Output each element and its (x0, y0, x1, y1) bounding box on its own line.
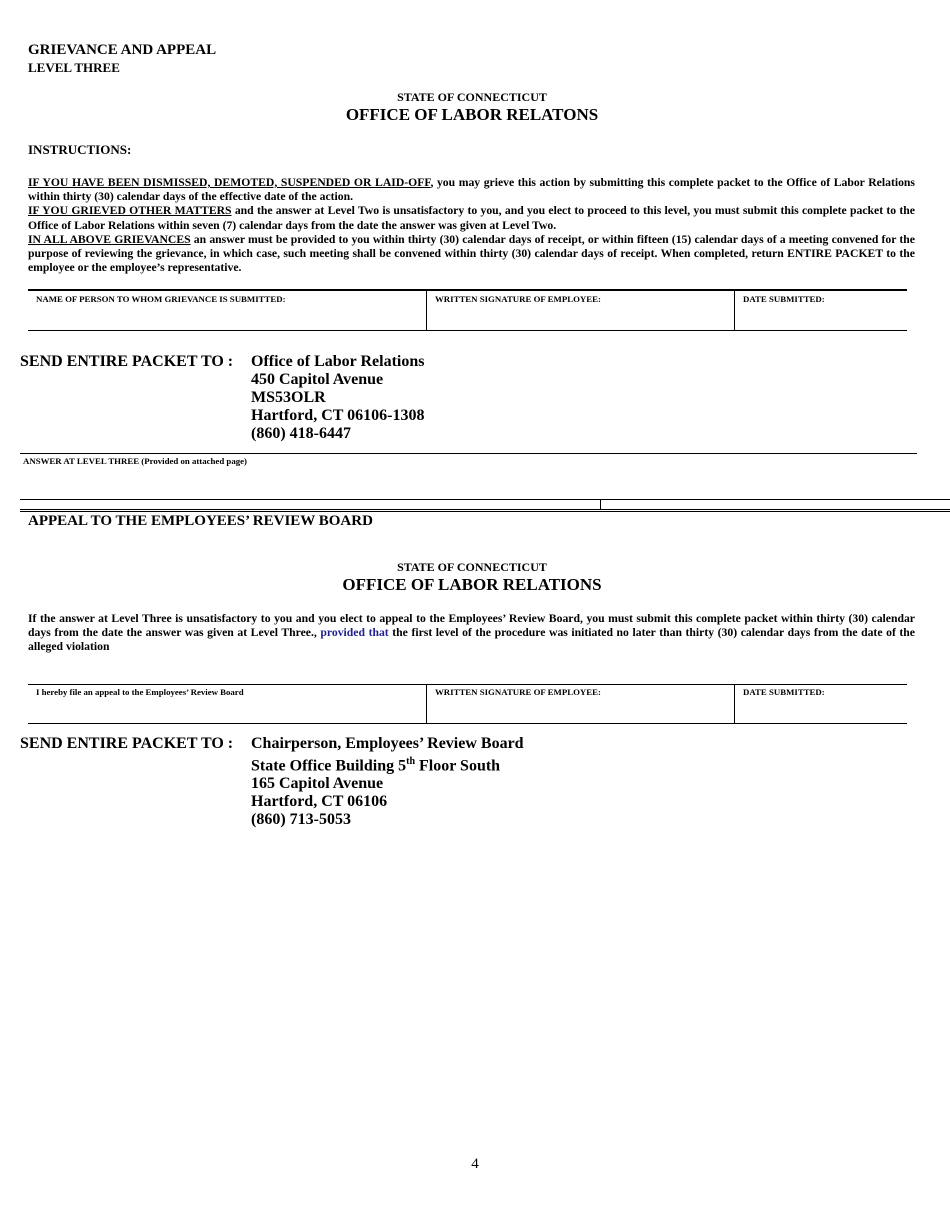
send-packet-label: SEND ENTIRE PACKET TO : (20, 353, 234, 370)
appeal-filing-field[interactable] (28, 684, 427, 724)
instruction-3-text: an answer must be provided to you within thirty (30) calendar days of receipt, or within fifteen (15) calendar days of a meeting convened for the purpose of reviewing the grievance, in which case, such meeting shall be convened within thirty (30) calendar days of receipt. When completed, return ENTIRE PACKET to the employee or the employee’s representative. (28, 232, 915, 275)
answer-top-rule (20, 453, 917, 454)
appeal-date-label: DATE SUBMITTED: (743, 687, 825, 697)
appeal-text-a: If the answer at Level Three is unsatisfactory to you and you elect to appeal to the Employees’ Review Board, you must submit this complete packet within thirty (30) calendar days from the date the answer was given at Level Three., (28, 612, 915, 640)
appeal-heading: APPEAL TO THE EMPLOYEES’ REVIEW BOARD (28, 513, 373, 529)
address-line-part: Floor South (415, 757, 501, 775)
instruction-2-text: and the answer at Level Two is unsatisfactory to you, and you elect to proceed to this level, you must submit this complete packet to the Office of Labor Relations within seven (7) calendar days from the date the answer was given at Level Two. (28, 204, 915, 232)
address-line: Chairperson, Employees’ Review Board (251, 735, 524, 752)
appeal-signature-label: WRITTEN SIGNATURE OF EMPLOYEE: (435, 687, 601, 697)
office-heading: OFFICE OF LABOR RELATONS (345, 105, 599, 124)
appeal-state-heading: STATE OF CONNECTICUT (397, 560, 547, 574)
appeal-date-field[interactable] (735, 684, 908, 724)
grievance-submission-form (28, 291, 907, 331)
appeal-filing-form (28, 684, 907, 724)
appeal-instructions (28, 612, 915, 655)
address-line: Hartford, CT 06106 (251, 793, 388, 811)
date-submitted-field[interactable] (735, 291, 908, 331)
employee-signature-label: WRITTEN SIGNATURE OF EMPLOYEE: (435, 294, 601, 304)
page-number: 4 (471, 1156, 479, 1172)
address-line: Office of Labor Relations (251, 353, 425, 370)
instruction-paragraph-1 (28, 176, 915, 204)
address-line: 165 Capitol Avenue (251, 775, 384, 793)
phone-number: (860) 713-5053 (251, 811, 351, 829)
appeal-send-packet-address (251, 735, 524, 829)
phone-number: (860) 418-6447 (251, 425, 351, 442)
answer-level-three-label: ANSWER AT LEVEL THREE (Provided on attached page) (23, 456, 247, 466)
recipient-name-field[interactable] (28, 291, 427, 331)
instructions-heading: INSTRUCTIONS: (28, 142, 132, 157)
state-heading: STATE OF CONNECTICUT (397, 90, 547, 104)
instruction-paragraph-2 (28, 204, 915, 232)
appeal-office-heading: OFFICE OF LABOR RELATIONS (342, 575, 602, 594)
employee-signature-field[interactable] (427, 291, 735, 331)
appeal-text-b: the first level of the procedure was initiated no later than thirty (30) calendar days from the date of the alleged violation (28, 626, 915, 654)
date-submitted-label: DATE SUBMITTED: (743, 294, 825, 304)
send-packet-address (251, 353, 424, 443)
document-level: LEVEL THREE (28, 60, 120, 75)
instruction-3-lead: IN ALL ABOVE GRIEVANCES (28, 232, 191, 246)
instruction-paragraph-3 (28, 233, 915, 276)
instruction-1-lead: IF YOU HAVE BEEN DISMISSED, DEMOTED, SUSPENDED OR LAID-OFF (28, 176, 431, 189)
provided-that-text: provided that (320, 626, 389, 640)
address-line-part: State Office Building 5 (251, 757, 407, 775)
answer-bottom-rule (20, 499, 950, 500)
address-line: 450 Capitol Avenue (251, 371, 384, 388)
address-line (251, 753, 524, 775)
address-line: MS53OLR (251, 389, 326, 406)
instructions-text (28, 176, 915, 275)
answer-divider (600, 499, 601, 509)
appeal-send-packet-label: SEND ENTIRE PACKET TO : (20, 735, 234, 752)
recipient-name-label: NAME OF PERSON TO WHOM GRIEVANCE IS SUBMITTED: (36, 294, 286, 304)
address-line: Hartford, CT 06106-1308 (251, 407, 425, 424)
document-title: GRIEVANCE AND APPEAL (28, 42, 217, 58)
instruction-1-text: , you may grieve this action by submitting this complete packet to the Office of Labor Relations within thirty (30) calendar days of the effective date of the action. (28, 176, 915, 204)
instruction-2-lead: IF YOU GRIEVED OTHER MATTERS (28, 204, 232, 218)
ordinal-suffix: th (406, 756, 416, 767)
appeal-filing-label: I hereby file an appeal to the Employees’ Review Board (36, 687, 244, 697)
appeal-signature-field[interactable] (427, 684, 735, 724)
